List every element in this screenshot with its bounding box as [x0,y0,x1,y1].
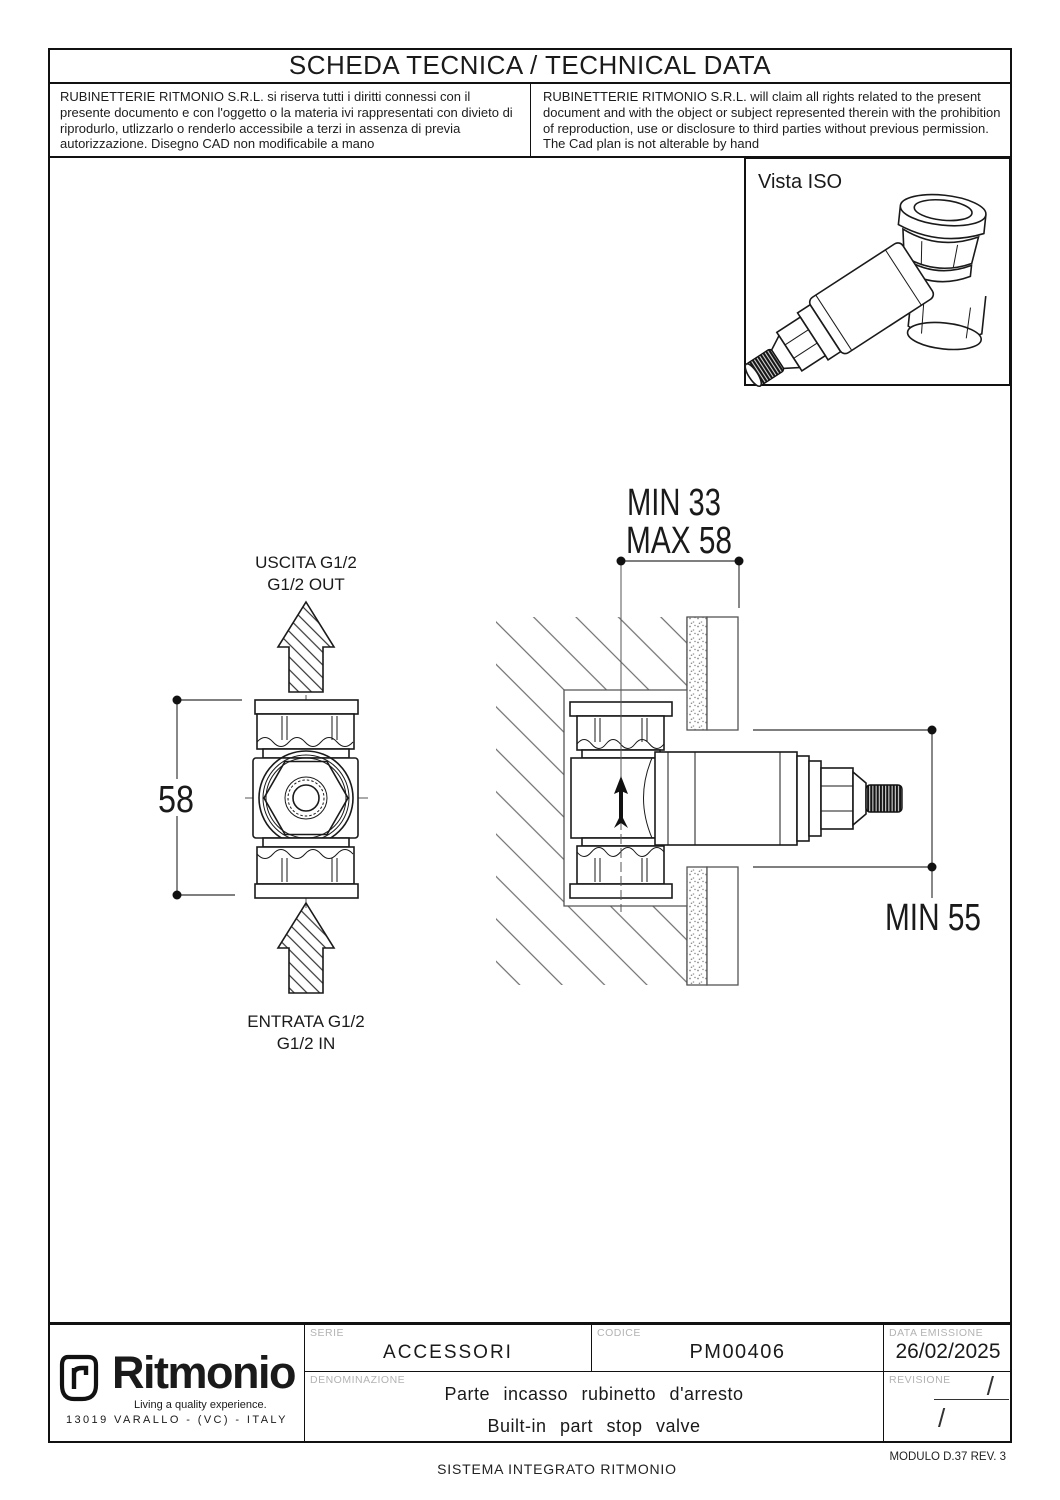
technical-drawing [48,158,1012,1325]
wall-finish-bottom [687,867,738,985]
outlet-label-1: USCITA G1/2 [255,553,357,572]
disclaimer-italian: RUBINETTERIE RITMONIO S.R.L. si riserva tutti i diritti connessi con il presente documento e con l'oggetto o la materia ivi rappresentati con divieto di riprodurlo, utlizzarlo o renderlo accessibile a terzi in assenza di previa autorizzazione. Disegno CAD non modificabile a mano [48,84,531,156]
inlet-label-2: G1/2 IN [276,1034,336,1053]
inlet-label-1: ENTRATA G1/2 [247,1012,365,1031]
logo-cell [48,1325,305,1443]
denominazione-italian: Parte incasso rubinetto d'arresto [444,1384,744,1404]
brand-address: 13019 VARALLO - (VC) - ITALY [66,1414,288,1426]
integrated-system-label: SISTEMA INTEGRATO RITMONIO [437,1461,677,1477]
iso-drawing [732,191,988,405]
data-emissione-value: 26/02/2025 [895,1340,1001,1363]
serie-label: SERIE [310,1327,345,1339]
front-view [158,553,368,1053]
cartridge [655,752,902,845]
dim-min33-text: MIN 33 [627,482,721,524]
brand-tagline: Living a quality experience. [134,1399,267,1411]
disclaimer-row [48,84,1012,158]
dimension-min33-max58 [617,482,744,608]
dim-max58-text: MAX 58 [626,520,732,562]
codice-value: PM00406 [689,1341,786,1363]
dim-min55-text: MIN 55 [885,897,981,939]
inlet-flow-arrow [278,903,334,993]
dimension-58 [158,696,242,900]
dim-58-text: 58 [158,779,194,821]
serie-cell [305,1325,592,1372]
codice-cell [592,1325,883,1372]
iso-view-label: Vista ISO [758,171,843,193]
title-block [48,1322,1012,1443]
ritmonio-logo-icon [59,1354,99,1402]
sheet-title: SCHEDA TECNICA / TECHNICAL DATA [48,48,1012,84]
outlet-flow-arrow [278,602,334,692]
revisione-label: REVISIONE [889,1374,951,1386]
outlet-label-2: G1/2 OUT [267,575,345,594]
valve-section [570,561,902,912]
brand-name: Ritmonio [112,1347,295,1398]
revisione-slash-top: / [986,1371,994,1401]
data-emissione-cell [883,1325,1012,1372]
revisione-cell [883,1372,1012,1443]
revisione-divider [934,1399,1009,1400]
denominazione-english: Built-in part stop valve [487,1416,701,1436]
denominazione-cell [305,1372,883,1443]
valve-front-outline [253,700,358,898]
denominazione-label: DENOMINAZIONE [310,1374,406,1386]
section-view [496,482,981,985]
codice-label: CODICE [597,1327,641,1339]
module-reference: MODULO D.37 REV. 3 [889,1451,1006,1463]
wall-finish-top [687,617,738,730]
splined-stem [866,785,902,812]
iso-view-box [732,158,1010,405]
disclaimer-english: RUBINETTERIE RITMONIO S.R.L. will claim all rights related to the present document and with the object or subject represented therein with the prohibition of reproduction, use or disclosure to third parties without previous permission. The Cad plan is not alterable by hand [543,89,1001,152]
data-emissione-label: DATA EMISSIONE [889,1327,984,1339]
revisione-slash-bottom: / [938,1403,946,1433]
serie-value: ACCESSORI [383,1342,513,1363]
